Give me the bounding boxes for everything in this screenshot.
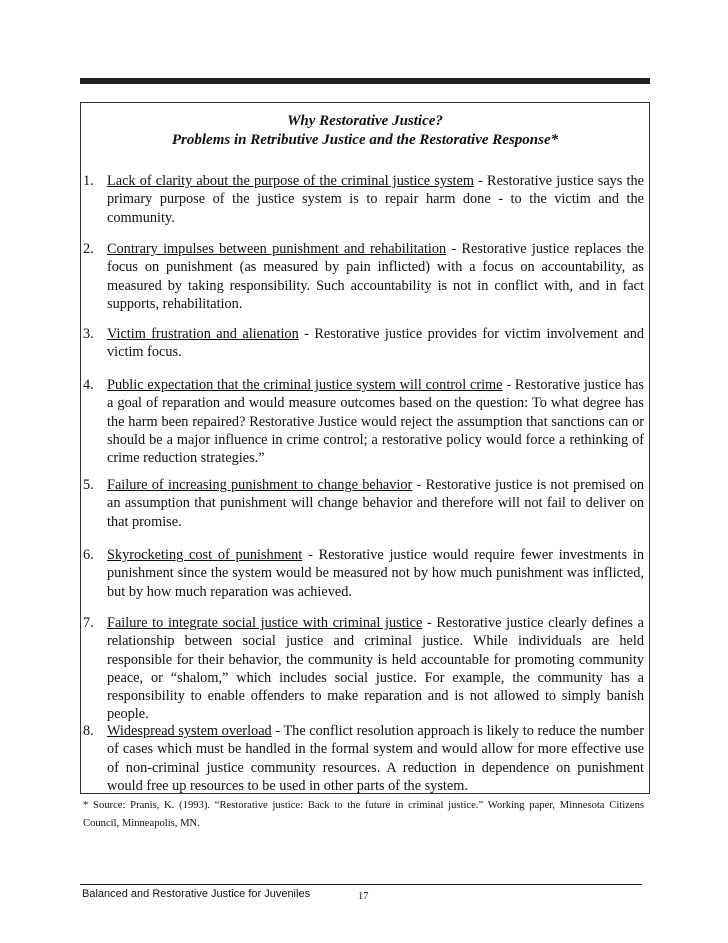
item-number: 4. <box>83 377 94 393</box>
item-number: 3. <box>83 326 94 342</box>
item-text: - Restorative justice clearly defines a relationship between social justice and criminal justice. While individuals are held responsible for their behavior, the community is held accountable for promoting community peace, or “shalom,” which includes social justice. For example, the community has a responsibility to enable offenders to make reparation and is not allowed to simply banish people. <box>107 615 644 723</box>
list-item <box>83 476 644 531</box>
item-heading: Widespread system overload <box>107 723 272 739</box>
item-text: - Restorative justice is not premised on an assumption that punishment will change behavior and therefore will not fail to deliver on that promise. <box>107 477 644 530</box>
item-heading: Contrary impulses between punishment and rehabilitation <box>107 241 447 257</box>
item-heading: Failure of increasing punishment to change behavior <box>107 477 413 493</box>
item-number: 7. <box>83 615 94 631</box>
item-text: - Restorative justice has a goal of reparation and would measure outcomes based on the question: To what degree has the harm been repaired? Restorative Justice would reject the assumption that sanctions can or should be a major influence in crime control; a restorative policy would force a rethinking of crime reduction strategies.” <box>107 377 644 467</box>
item-heading: Victim frustration and alienation <box>107 326 299 342</box>
page-title: Why Restorative Justice? <box>287 113 443 129</box>
item-text: - Restorative justice would require fewer investments in punishment since the system would be measured not by how much punishment was inflicted, but by how much reparation was achieved. <box>107 547 644 600</box>
item-number: 5. <box>83 477 94 493</box>
list-item <box>83 376 644 467</box>
list-item <box>83 722 644 795</box>
item-heading: Public expectation that the criminal justice system will control crime <box>107 377 503 393</box>
page-number: 17 <box>358 891 369 902</box>
item-heading: Lack of clarity about the purpose of the criminal justice system <box>107 173 474 189</box>
page-subtitle: Problems in Retributive Justice and the Restorative Response* <box>171 132 559 148</box>
list-item <box>83 240 644 313</box>
item-text: - Restorative justice provides for victim involvement and victim focus. <box>107 326 644 361</box>
item-number: 8. <box>83 723 94 739</box>
footer-title: Balanced and Restorative Justice for Juveniles <box>82 888 311 900</box>
item-text: - The conflict resolution approach is likely to reduce the number of cases which must be handled in the formal system and would allow for more effective use of non-criminal justice community resources. A reduction in dependence on punishment would free up resources to be used in other parts of the system. <box>107 723 644 794</box>
item-number: 1. <box>83 173 94 189</box>
list-item <box>83 546 644 601</box>
list-item <box>83 325 644 362</box>
footer-rule <box>80 884 642 885</box>
top-rule <box>80 78 650 84</box>
source-footnote: * Source: Pranis, K. (1993). “Restorative justice: Back to the future in criminal justice.” Working paper, Minnesota Citizens Council, Minneapolis, MN. <box>83 800 644 829</box>
item-text: - Restorative justice says the primary purpose of the justice system is to repair harm done - to the victim and the community. <box>107 173 644 226</box>
item-text: - Restorative justice replaces the focus on punishment (as measured by pain inflicted) with a focus on accountability, as measured by taking responsibility. Such accountability is not in conflict with, and in fact supports, rehabilitation. <box>107 241 644 312</box>
list-item <box>83 172 644 227</box>
item-heading: Skyrocketing cost of punishment <box>107 547 303 563</box>
item-number: 2. <box>83 241 94 257</box>
item-number: 6. <box>83 547 94 563</box>
item-heading: Failure to integrate social justice with criminal justice <box>107 615 423 631</box>
list-item <box>83 614 644 724</box>
